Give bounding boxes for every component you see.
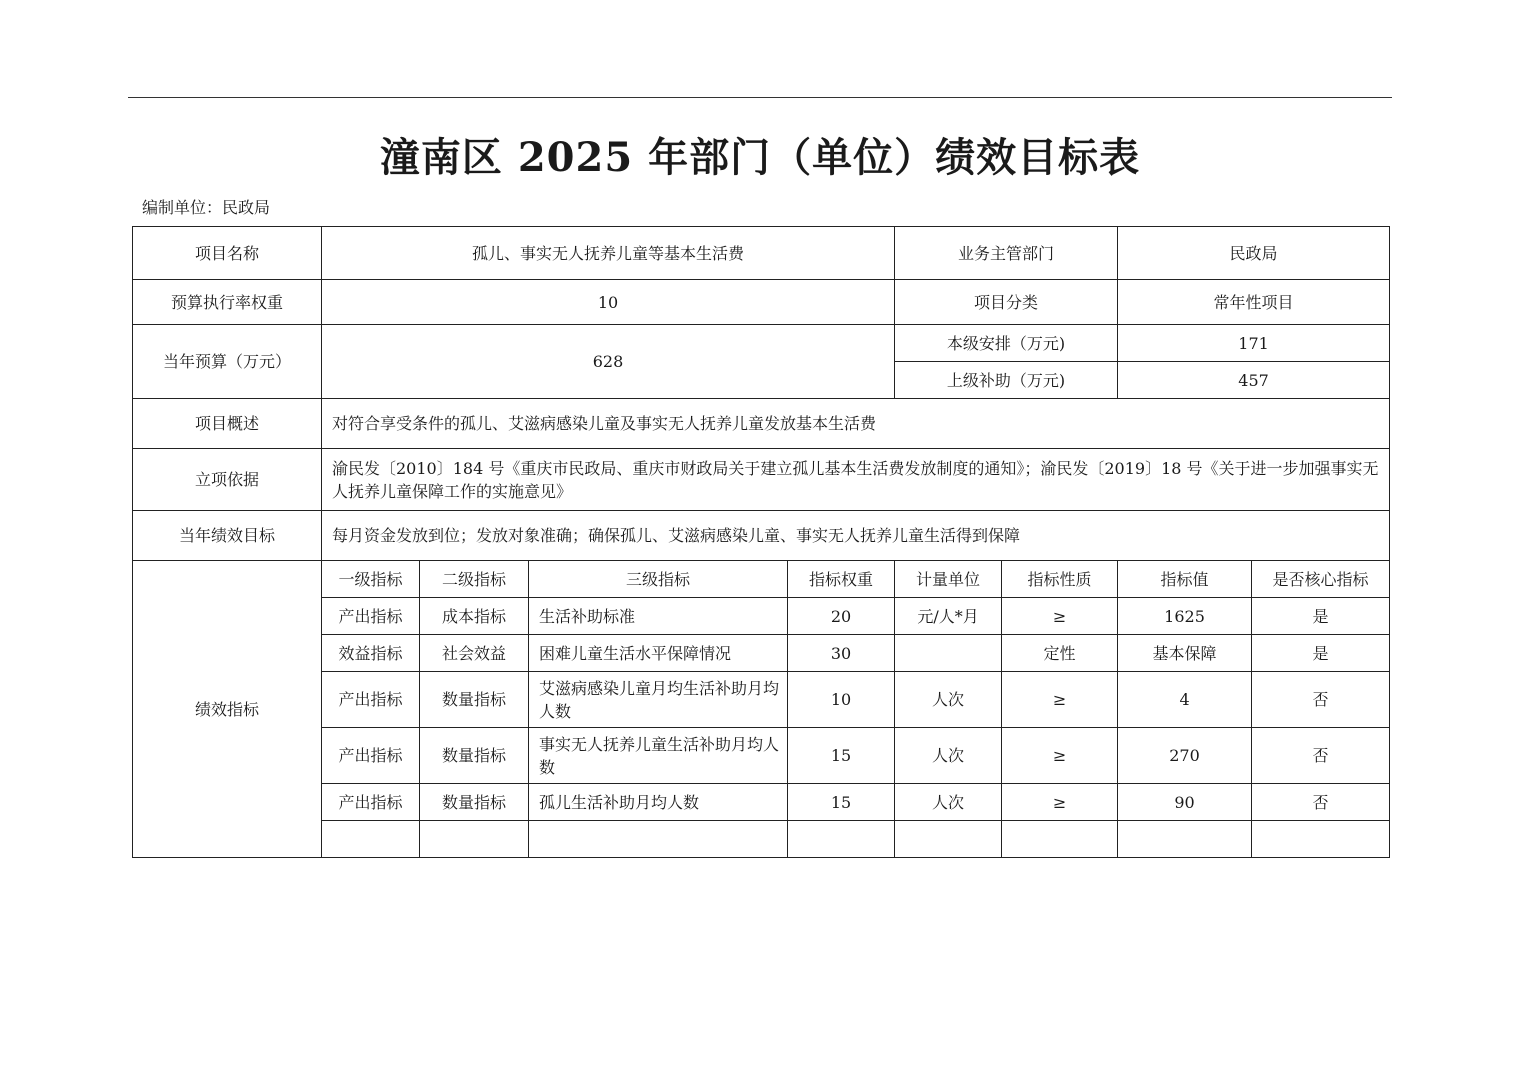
performance-table	[132, 226, 1390, 858]
project-name-label: 项目名称	[133, 227, 322, 280]
indicator-cell: 人次	[895, 784, 1002, 821]
indicator-row	[133, 821, 1390, 858]
indicator-cell	[895, 635, 1002, 672]
category-label: 项目分类	[895, 280, 1118, 325]
indicator-cell	[529, 821, 788, 858]
summary-label: 项目概述	[133, 399, 322, 449]
goal-value: 每月资金发放到位；发放对象准确；确保孤儿、艾滋病感染儿童、事实无人抚养儿童生活得到保障	[322, 511, 1390, 561]
indicator-cell: 数量指标	[420, 784, 529, 821]
indicator-header-cell: 一级指标	[322, 561, 420, 598]
indicator-cell: 生活补助标准	[529, 598, 788, 635]
indicator-cell: ≥	[1002, 598, 1118, 635]
indicator-cell	[420, 821, 529, 858]
indicator-cell: 社会效益	[420, 635, 529, 672]
weight-value: 10	[322, 280, 895, 325]
indicator-cell: 15	[788, 784, 895, 821]
indicator-header-row	[133, 561, 1390, 598]
project-name-value: 孤儿、事实无人抚养儿童等基本生活费	[322, 227, 895, 280]
summary-value: 对符合享受条件的孤儿、艾滋病感染儿童及事实无人抚养儿童发放基本生活费	[322, 399, 1390, 449]
indicator-cell: 数量指标	[420, 672, 529, 728]
row-weight	[133, 280, 1390, 325]
budget-label: 当年预算（万元）	[133, 325, 322, 399]
indicator-row	[133, 728, 1390, 784]
indicator-cell: 孤儿生活补助月均人数	[529, 784, 788, 821]
indicator-cell: 20	[788, 598, 895, 635]
indicator-row	[133, 598, 1390, 635]
row-goal	[133, 511, 1390, 561]
category-value: 常年性项目	[1118, 280, 1390, 325]
indicator-cell: 人次	[895, 728, 1002, 784]
row-budget-local	[133, 325, 1390, 362]
indicator-cell: 人次	[895, 672, 1002, 728]
top-rule	[128, 97, 1392, 98]
indicator-cell: ≥	[1002, 728, 1118, 784]
row-project-name	[133, 227, 1390, 280]
indicator-cell	[1002, 821, 1118, 858]
indicator-row	[133, 672, 1390, 728]
compiling-unit: 编制单位：民政局	[142, 198, 271, 217]
indicator-cell: 艾滋病感染儿童月均生活补助月均人数	[529, 672, 788, 728]
indicator-cell	[1252, 821, 1390, 858]
indicator-cell: 是	[1252, 598, 1390, 635]
upper-label: 上级补助（万元)	[895, 362, 1118, 399]
local-value: 171	[1118, 325, 1390, 362]
indicator-cell: 效益指标	[322, 635, 420, 672]
indicator-cell	[788, 821, 895, 858]
goal-label: 当年绩效目标	[133, 511, 322, 561]
indicator-header-cell: 指标值	[1118, 561, 1252, 598]
indicator-cell: 否	[1252, 672, 1390, 728]
indicator-cell: 产出指标	[322, 784, 420, 821]
indicator-cell: 10	[788, 672, 895, 728]
indicator-row	[133, 635, 1390, 672]
indicator-cell: 产出指标	[322, 672, 420, 728]
indicator-cell: 困难儿童生活水平保障情况	[529, 635, 788, 672]
dept-value: 民政局	[1118, 227, 1390, 280]
indicator-cell: 否	[1252, 728, 1390, 784]
indicator-cell: 是	[1252, 635, 1390, 672]
indicator-cell: 产出指标	[322, 598, 420, 635]
indicator-cell: 数量指标	[420, 728, 529, 784]
local-label: 本级安排（万元)	[895, 325, 1118, 362]
indicator-header-cell: 计量单位	[895, 561, 1002, 598]
indicator-cell: 定性	[1002, 635, 1118, 672]
page-title: 潼南区 2025 年部门（单位）绩效目标表	[379, 134, 1141, 181]
indicator-header-cell: 二级指标	[420, 561, 529, 598]
indicator-cell: 成本指标	[420, 598, 529, 635]
indicator-cell: 270	[1118, 728, 1252, 784]
indicator-cell: 事实无人抚养儿童生活补助月均人数	[529, 728, 788, 784]
indicator-header-cell: 是否核心指标	[1252, 561, 1390, 598]
indicator-cell: 1625	[1118, 598, 1252, 635]
indicator-cell	[895, 821, 1002, 858]
indicator-cell: ≥	[1002, 784, 1118, 821]
indicator-header-cell: 三级指标	[529, 561, 788, 598]
basis-value: 渝民发〔2010〕184 号《重庆市民政局、重庆市财政局关于建立孤儿基本生活费发放制度的通知》；渝民发〔2019〕18 号《关于进一步加强事实无人抚养儿童保障工作的实施意见》	[322, 449, 1390, 511]
indicator-cell: 产出指标	[322, 728, 420, 784]
indicator-cell	[322, 821, 420, 858]
basis-label: 立项依据	[133, 449, 322, 511]
indicator-row	[133, 784, 1390, 821]
indicator-cell: 90	[1118, 784, 1252, 821]
indicator-cell: 15	[788, 728, 895, 784]
upper-value: 457	[1118, 362, 1390, 399]
indicator-cell: 4	[1118, 672, 1252, 728]
indicator-cell	[1118, 821, 1252, 858]
row-summary	[133, 399, 1390, 449]
dept-label: 业务主管部门	[895, 227, 1118, 280]
indicator-cell: 30	[788, 635, 895, 672]
weight-label: 预算执行率权重	[133, 280, 322, 325]
budget-value: 628	[322, 325, 895, 399]
row-basis	[133, 449, 1390, 511]
indicator-header-cell: 指标权重	[788, 561, 895, 598]
indicator-section-label: 绩效指标	[133, 561, 322, 858]
indicator-cell: ≥	[1002, 672, 1118, 728]
indicator-header-cell: 指标性质	[1002, 561, 1118, 598]
indicator-cell: 元/人*月	[895, 598, 1002, 635]
indicator-cell: 基本保障	[1118, 635, 1252, 672]
indicator-cell: 否	[1252, 784, 1390, 821]
